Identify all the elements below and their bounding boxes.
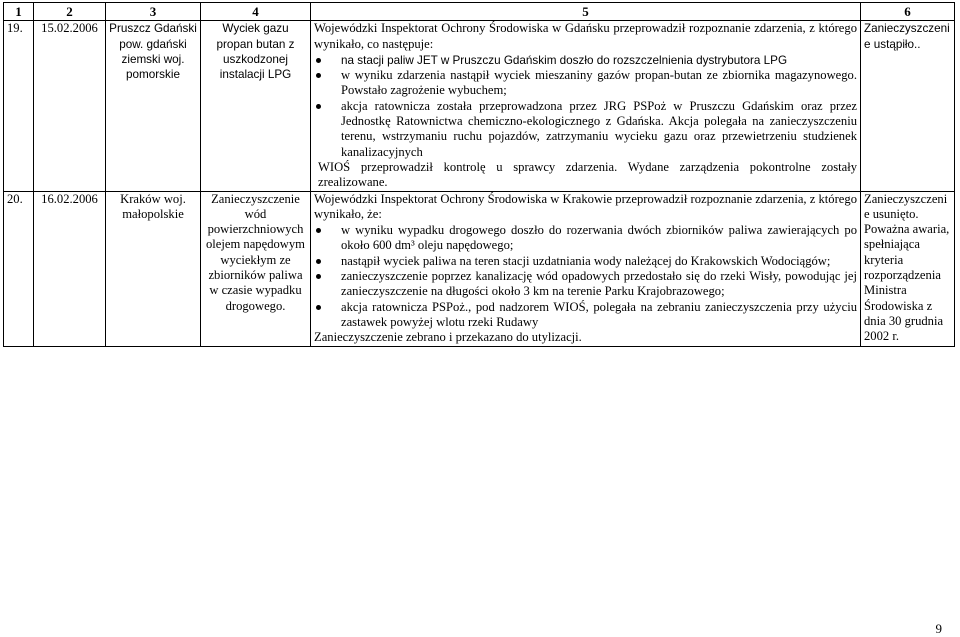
- description-list: [314, 223, 857, 330]
- bullet-icon: [316, 228, 321, 233]
- bullet-icon: [316, 259, 321, 264]
- row-incident-type: Wyciek gazu propan butan z uszkodzonej instalacji LPG: [201, 21, 311, 191]
- bullet-icon: [316, 104, 321, 109]
- col-header-1: 1: [4, 3, 34, 21]
- col-header-2: 2: [34, 3, 106, 21]
- list-item: w wyniku zdarzenia nastąpił wyciek mieszaniny gazów propan-butan ze zbiornika magazynowego. Powstało zagrożenie wybuchem;: [314, 68, 857, 99]
- bullet-icon: [316, 58, 321, 63]
- incident-table: [3, 2, 955, 347]
- description-intro: Wojewódzki Inspektorat Ochrony Środowiska w Krakowie przeprowadził rozpoznanie zdarzenia, z którego wynikało, że:: [314, 191, 857, 221]
- row-number: 19.: [4, 21, 34, 191]
- description-outro: Zanieczyszczenie zebrano i przekazano do utylizacji.: [314, 330, 582, 345]
- description-intro: Wojewódzki Inspektorat Ochrony Środowiska w Gdańsku przeprowadził rozpoznanie zdarzenia, z którego wynikało, co następuje:: [314, 21, 857, 51]
- row-description: [311, 21, 861, 191]
- table-row: [4, 191, 955, 346]
- col-header-6: 6: [861, 3, 955, 21]
- row-result: Zanieczyszczeni e usunięto. Poważna awaria, spełniająca kryteria rozporządzenia Ministra Środowiska z dnia 30 grudnia 2002 r.: [861, 191, 955, 346]
- row-number: 20.: [4, 191, 34, 346]
- list-item: akcja ratownicza została przeprowadzona przez JRG PSPoż w Pruszczu Gdańskim oraz przez Jednostkę Ratownictwa chemiczno-ekologicznego z Gdańska. Akcja polegała na zanieczyszczeniu terenu, wstrzymaniu ruchu pojazdów, zatrzymaniu wycieku gazu oraz przewietrzeniu studzienek kanalizacyjnych: [314, 99, 857, 160]
- description-list: [314, 53, 857, 160]
- list-item: na stacji paliw JET w Pruszczu Gdańskim doszło do rozszczelnienia dystrybutora LPG: [314, 53, 857, 68]
- row-place: Pruszcz Gdański pow. gdański ziemski woj. pomorskie: [106, 21, 201, 191]
- list-item: zanieczyszczenie poprzez kanalizację wód opadowych przedostało się do rzeki Wisły, powodując jej zanieczyszczenie na długości około 3 km na terenie Parku Krajobrazowego;: [314, 269, 857, 300]
- description-outro: WIOŚ przeprowadził kontrolę u sprawcy zdarzenia. Wydane zarządzenia pokontrolne zostały zrealizowane.: [318, 159, 857, 190]
- col-header-5: 5: [311, 3, 861, 21]
- col-header-4: 4: [201, 3, 311, 21]
- bullet-icon: [316, 274, 321, 279]
- page-number: 9: [935, 621, 942, 636]
- row-date: 16.02.2006: [34, 191, 106, 346]
- row-description: [311, 191, 861, 346]
- list-item: w wyniku wypadku drogowego doszło do rozerwania dwóch zbiorników paliwa zawierających po około 600 dm³ oleju napędowego;: [314, 223, 857, 254]
- row-result: Zanieczyszczeni e ustąpiło..: [861, 21, 955, 191]
- list-item: akcja ratownicza PSPoż., pod nadzorem WIOŚ, polegała na zebraniu zanieczyszczenia przy użyciu zastawek powyżej wlotu rzeki Rudawy: [314, 300, 857, 331]
- row-place: Kraków woj. małopolskie: [106, 191, 201, 346]
- bullet-icon: [316, 305, 321, 310]
- list-item: nastąpił wyciek paliwa na teren stacji uzdatniania wody należącej do Krakowskich Wodociągów;: [314, 254, 857, 269]
- row-incident-type: Zanieczyszczenie wód powierzchniowych olejem napędowym wyciekłym ze zbiorników paliwa w czasie wypadku drogowego.: [201, 191, 311, 346]
- row-date: 15.02.2006: [34, 21, 106, 191]
- bullet-icon: [316, 73, 321, 78]
- header-row: [4, 3, 955, 21]
- col-header-3: 3: [106, 3, 201, 21]
- table-row: [4, 21, 955, 191]
